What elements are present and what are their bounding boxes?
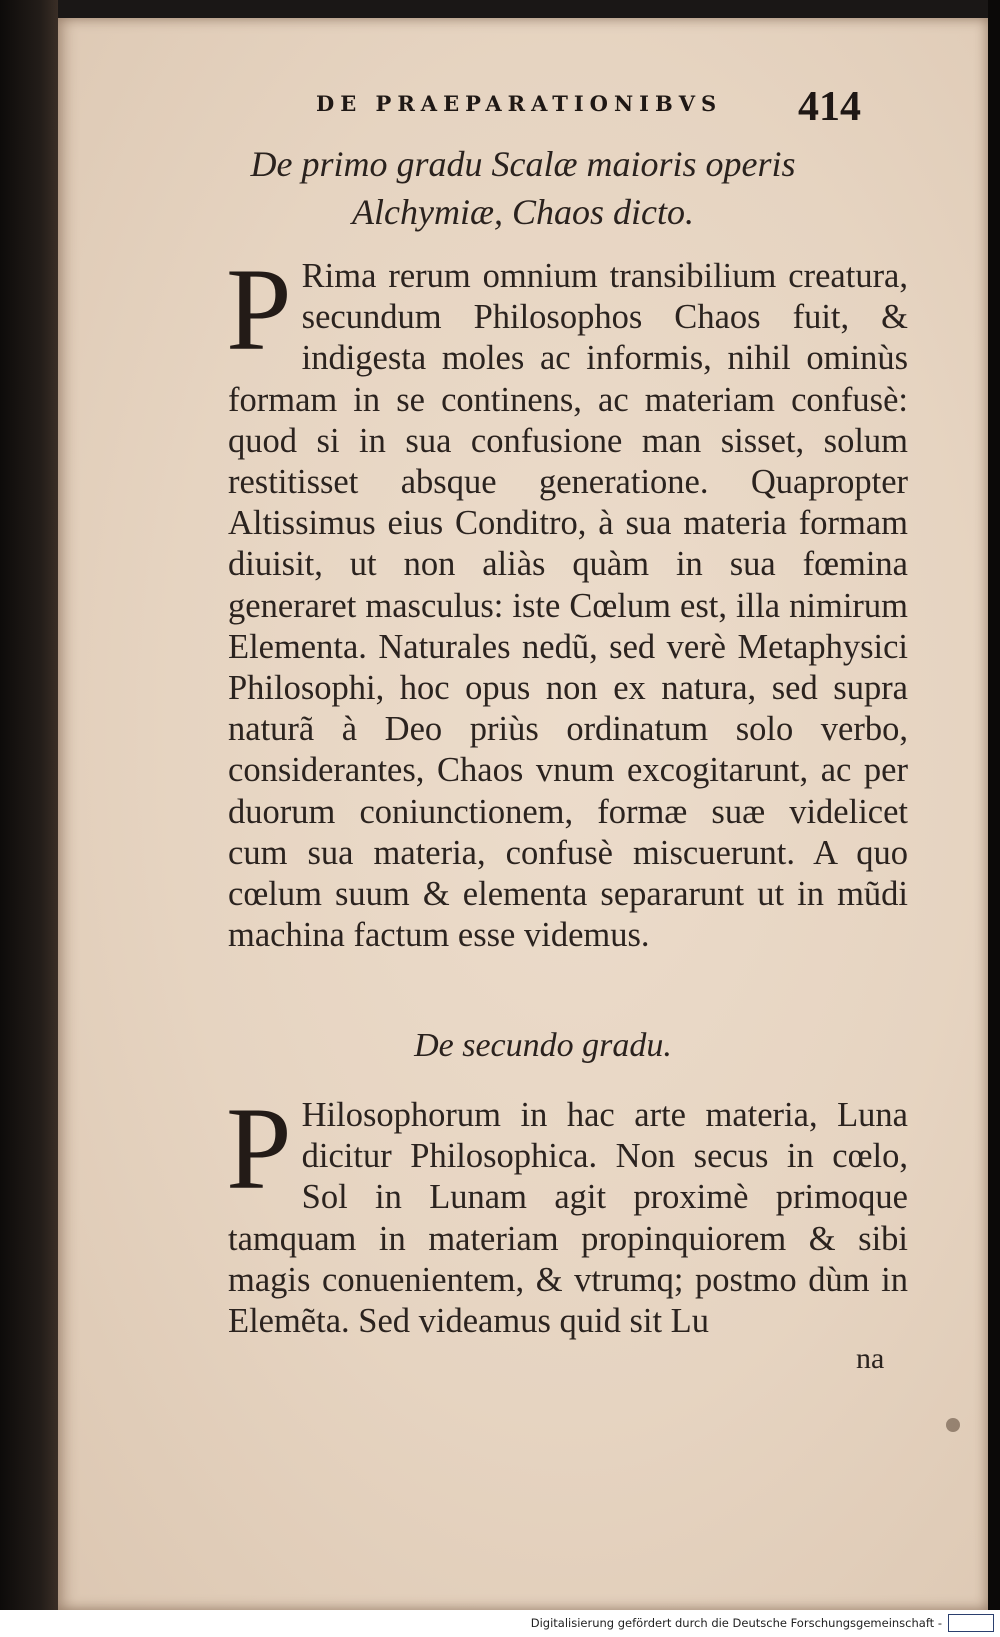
drop-cap: P [226, 244, 292, 375]
dfg-logo [948, 1614, 994, 1632]
digitization-footer [0, 1610, 1000, 1637]
scan-background-left [0, 0, 58, 1610]
scan-background-right [988, 0, 1000, 1610]
paragraph-chaos [226, 244, 908, 956]
drop-cap: P [226, 1083, 292, 1214]
ink-stain [946, 1418, 960, 1432]
page-number: 414 [798, 84, 861, 130]
running-head [58, 83, 988, 133]
paragraph-text: Hilosophorum in hac arte materia, Luna dicitur Philosophica. Non secus in cœlo, Sol in Lunam agit proximè primoque tamquam in materiam propinquiorem & sibi magis conuenientem, & vtrumq; postmo dùm in Elemẽta. Sed videamus quid sit Lu [228, 1096, 908, 1341]
heading-line-2: Alchymiæ, Chaos dicto. [352, 192, 694, 232]
section-heading-second-degree: De secundo gradu. [414, 1027, 672, 1064]
heading-line-1: De primo gradu Scalæ maioris operis [250, 144, 796, 184]
footer-credit: Digitalisierung gefördert durch die Deutsche Forschungsgemeinschaft - [530, 1616, 942, 1630]
paragraph-luna [226, 1083, 908, 1342]
running-title: DE PRAEPARATIONIBVS [316, 91, 723, 116]
catchword: na [856, 1342, 885, 1375]
book-page [58, 18, 988, 1610]
paragraph-text: Rima rerum omnium transibilium creatura, secundum Philosophos Chaos fuit, & indigesta moles ac informis, nihil ominùs formam in se continens, ac materiam confusè: quod si in sua confusione man sisset, solum restitisset absque generatione. Quapropter Altissimus eius Conditro, à sua materia formam diuisit, ut non aliàs quàm in sua fœmina generaret masculus: iste Cœlum est, illa nimirum Elementa. Naturales nedũ, sed verè Metaphysici Philosophi, hoc opus non ex natura, sed supra naturã à Deo priùs ordinatum solo verbo, considerantes, Chaos vnum excogitarunt, ac per duorum coniunctionem, formæ suæ videlicet cum sua materia, confusè miscuerunt. A quo cœlum suum & elementa separarunt ut in mũdi machina factum esse videmus. [228, 257, 908, 955]
section-heading-first-degree [58, 140, 988, 236]
